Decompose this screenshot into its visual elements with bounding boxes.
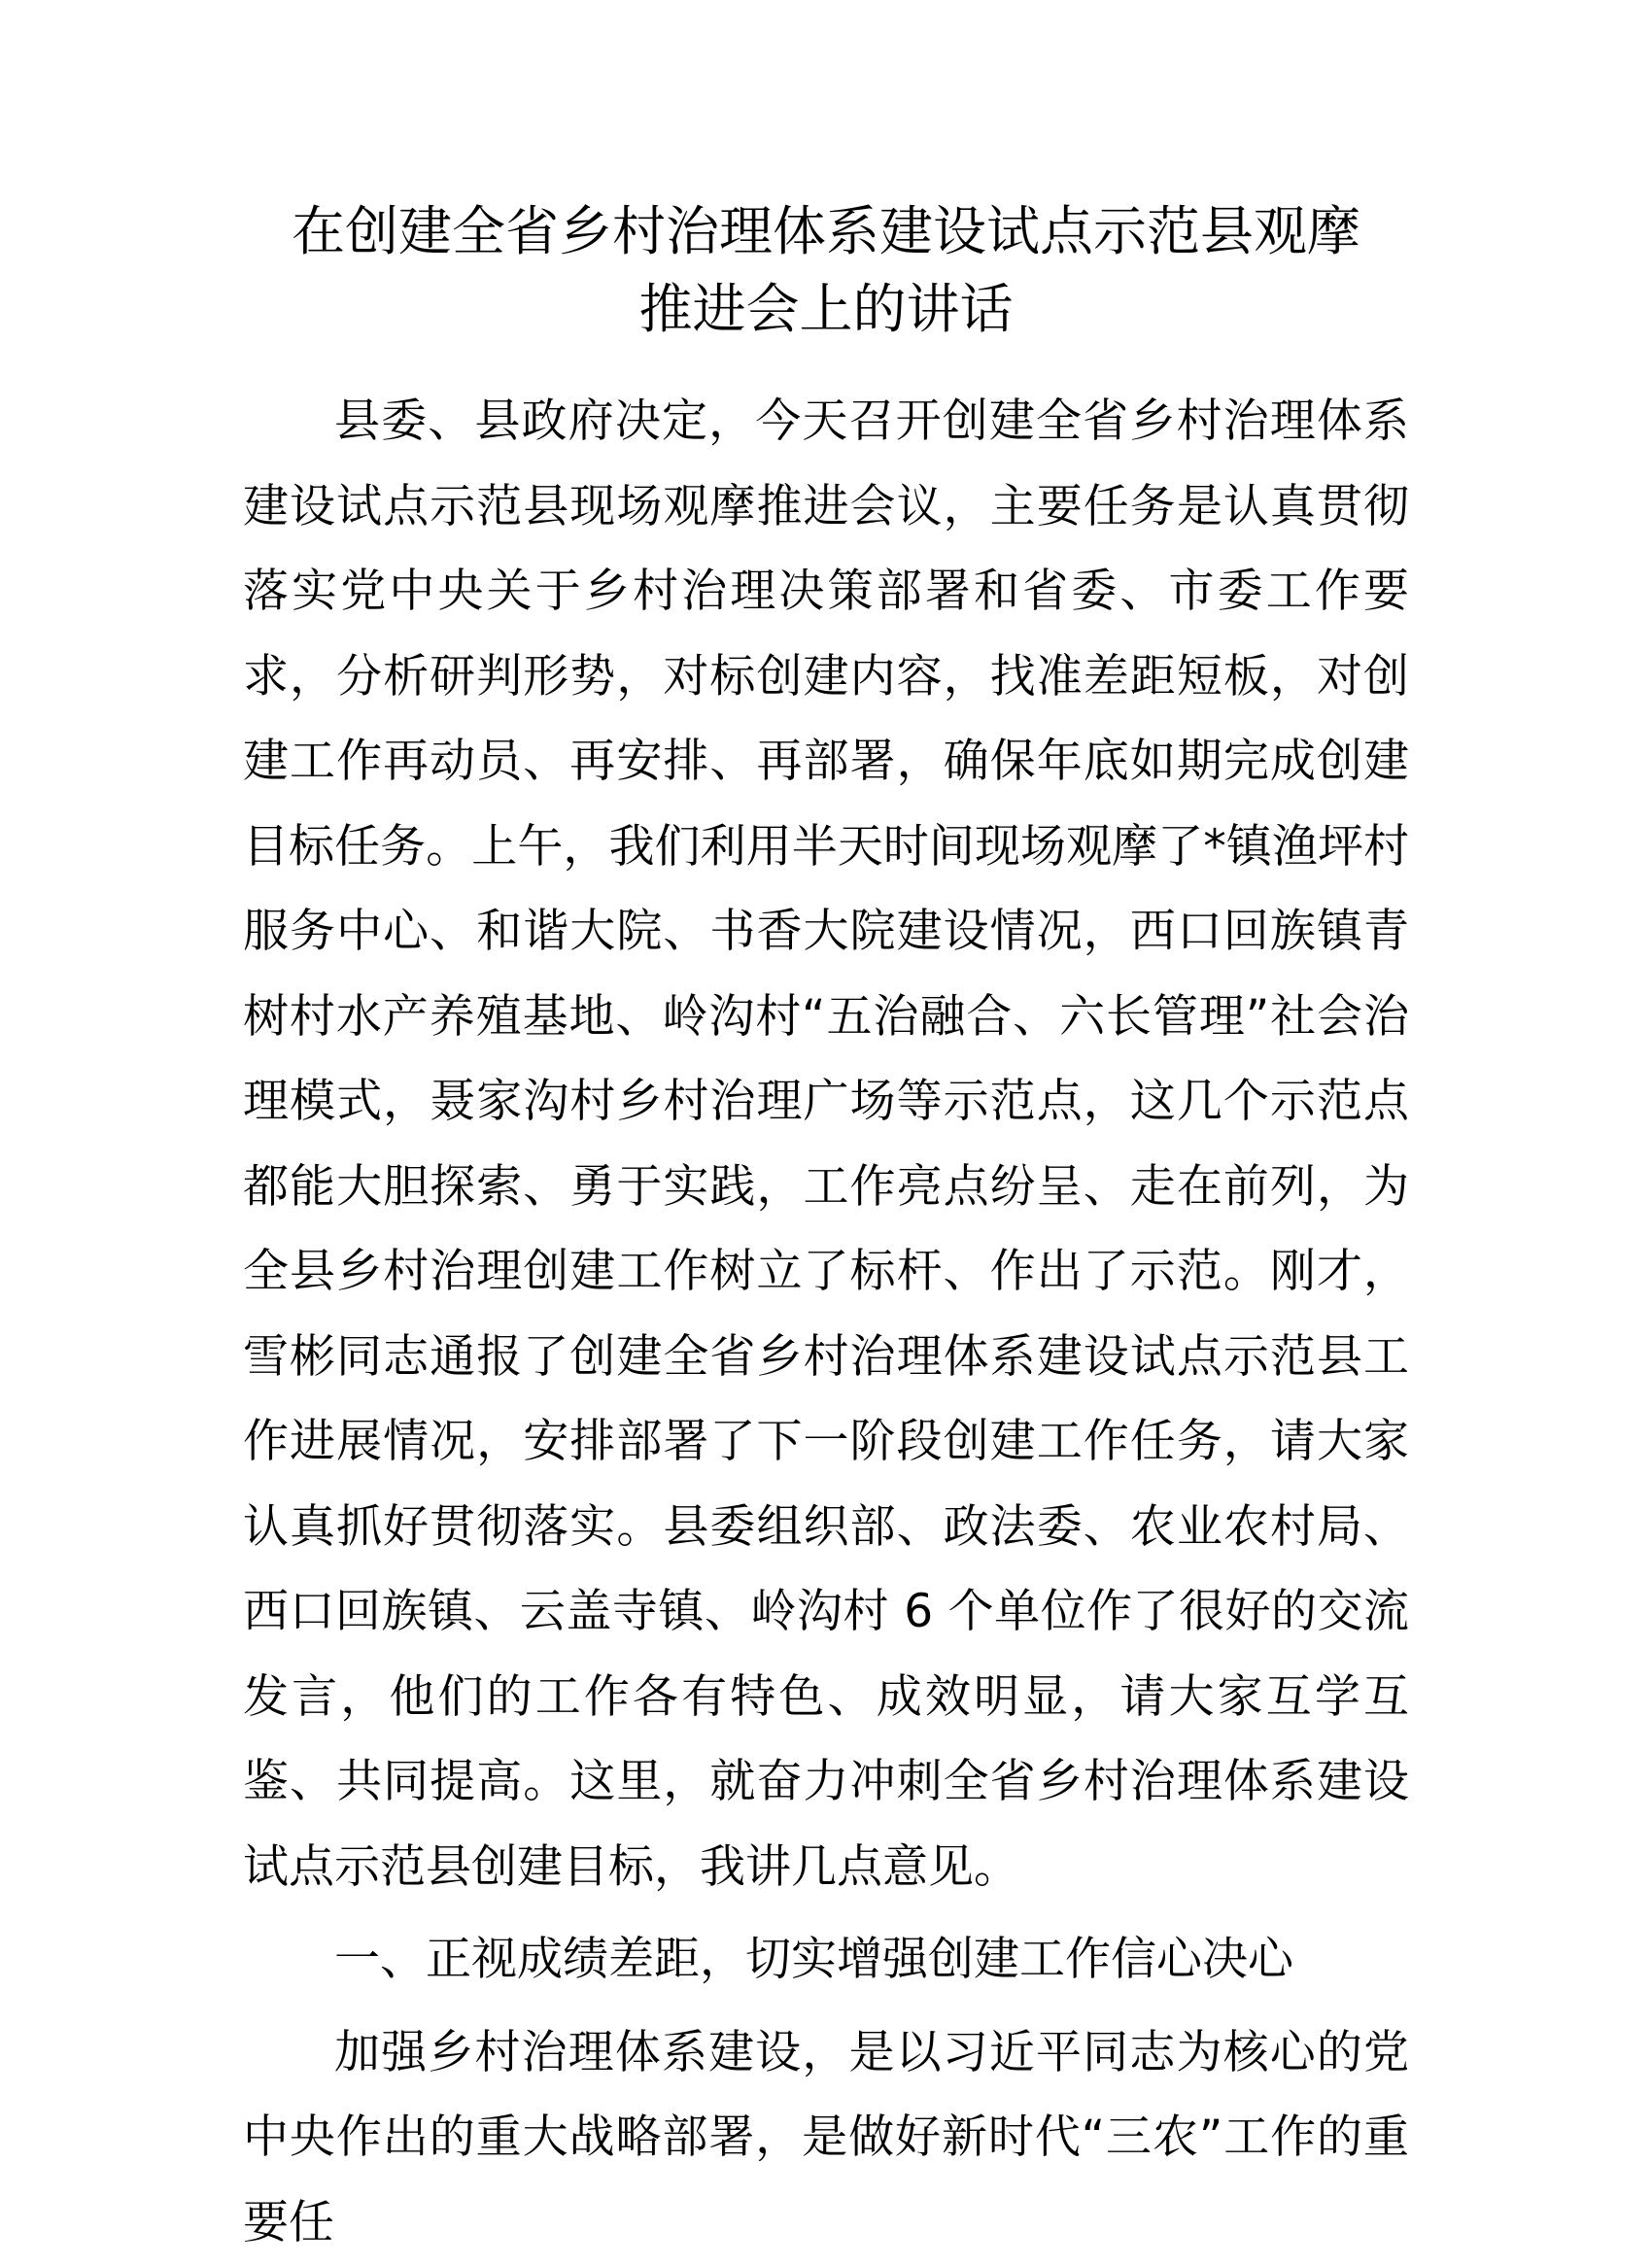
section-heading-1: 一、正视成绩差距，切实增强创建工作信心决心: [243, 1917, 1409, 2003]
document-title: [224, 192, 1428, 348]
title-line-2: 推进会上的讲话: [224, 270, 1428, 348]
paragraph-section-1: 加强乡村治理体系建设，是以习近平同志为核心的党中央作出的重大战略部署，是做好新时代“三农”工作的重要任: [243, 2010, 1409, 2265]
paragraph-intro: 县委、县政府决定，今天召开创建全省乡村治理体系建设试点示范县现场观摩推进会议，主要任务是认真贯彻落实党中央关于乡村治理决策部署和省委、市委工作要求，分析研判形势，对标创建内容，找准差距短板，对创建工作再动员、再安排、再部署，确保年底如期完成创建目标任务。上午，我们利用半天时间现场观摩了*镇渔坪村服务中心、和谐大院、书香大院建设情况，西口回族镇青树村水产养殖基地、岭沟村“五治融合、六长管理”社会治理模式，聂家沟村乡村治理广场等示范点，这几个示范点都能大胆探索、勇于实践，工作亮点纷呈、走在前列，为全县乡村治理创建工作树立了标杆、作出了示范。刚才，雪彬同志通报了创建全省乡村治理体系建设试点示范县工作进展情况，安排部署了下一阶段创建工作任务，请大家认真抓好贯彻落实。县委组织部、政法委、农业农村局、西口回族镇、云盖寺镇、岭沟村 6 个单位作了很好的交流发言，他们的工作各有特色、成效明显，请大家互学互鉴、共同提高。这里，就奋力冲刺全省乡村治理体系建设试点示范县创建目标，我讲几点意见。: [243, 379, 1409, 1909]
document-body: [243, 379, 1409, 2265]
title-line-1: 在创建全省乡村治理体系建设试点示范县观摩: [224, 192, 1428, 270]
